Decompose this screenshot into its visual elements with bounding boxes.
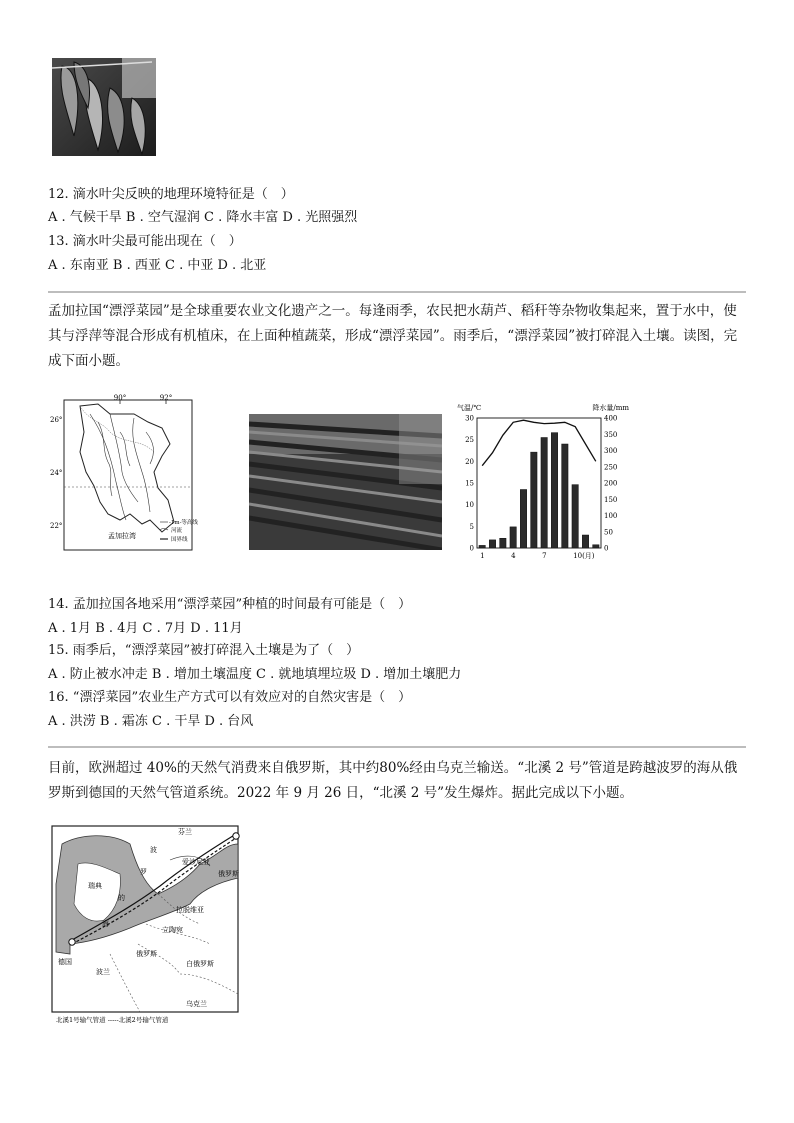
x-tick-label: 7 xyxy=(542,552,547,560)
passage-floating-garden: 孟加拉国“漂浮菜园”是全球重要农业文化遗产之一。每逢雨季，农民把水葫芦、稻秆等杂物收集起来，置于水中，使其与浮萍等混合形成有机植床，在上面种植蔬菜，形成“漂浮菜园”。雨季后，“漂浮菜园”被打碎混入土壤。读图，完成下面小题。 xyxy=(48,303,738,369)
left-tick-label: 20 xyxy=(465,457,474,466)
x-tick-label: 4 xyxy=(511,552,516,560)
q13-stem: 13. 滴水叶尖最可能出现在（ ） xyxy=(48,234,242,249)
temperature-line xyxy=(482,420,596,466)
lon-label-92: 92° xyxy=(159,394,173,402)
q13-options: A . 东南亚 B . 西亚 C . 中亚 D . 北亚 xyxy=(48,258,267,273)
left-tick-label: 10 xyxy=(465,501,474,510)
left-tick-label: 25 xyxy=(465,436,474,445)
divider xyxy=(48,291,746,293)
label-finland: 芬兰 xyxy=(178,828,192,836)
precip-bar-9 xyxy=(562,444,568,548)
q15-stem: 15. 雨季后，“漂浮菜园”被打碎混入土壤是为了（ ） xyxy=(48,643,360,658)
right-tick-label: 150 xyxy=(604,495,618,504)
bangladesh-map xyxy=(50,392,200,554)
chart-right-title: 降水量/mm xyxy=(592,404,629,412)
label-sea-4: 海 xyxy=(102,920,109,928)
label-russia-kaliningrad: 俄罗斯 xyxy=(136,950,157,958)
q14-options: A . 1月 B . 4月 C . 7月 D . 11月 xyxy=(48,621,243,636)
lat-label-26: 26° xyxy=(50,416,63,424)
lat-label-24: 24° xyxy=(50,469,63,477)
label-sea-3: 的 xyxy=(118,894,125,902)
lat-label-22: 22° xyxy=(50,522,63,530)
label-sea-1: 波 xyxy=(150,846,157,854)
precip-bar-10 xyxy=(572,485,578,548)
right-tick-label: 250 xyxy=(604,463,618,472)
legend-river: 河流 xyxy=(171,528,183,534)
precip-bar-6 xyxy=(531,452,537,548)
label-sweden: 瑞典 xyxy=(88,882,102,890)
precip-bar-1 xyxy=(479,545,485,548)
bay-label: 孟加拉湾 xyxy=(108,532,136,540)
label-russia: 俄罗斯 xyxy=(218,870,239,878)
label-germany: 德国 xyxy=(58,958,72,966)
nord-stream-map xyxy=(50,824,240,1026)
right-tick-label: 200 xyxy=(604,479,618,488)
precip-bar-12 xyxy=(593,545,599,548)
label-belarus: 白俄罗斯 xyxy=(186,960,214,968)
right-tick-label: 0 xyxy=(604,544,609,553)
q15-options: A . 防止被水冲走 B . 增加土壤温度 C . 就地填埋垃圾 D . 增加土壤肥力 xyxy=(48,667,462,682)
precip-bar-8 xyxy=(551,433,557,548)
q16-options: A . 洪涝 B . 霜冻 C . 干旱 D . 台风 xyxy=(48,714,254,729)
q12-options: A . 气候干旱 B . 空气湿润 C . 降水丰富 D . 光照强烈 xyxy=(48,210,358,225)
floating-garden-photo xyxy=(249,414,442,550)
label-latvia: 拉脱维亚 xyxy=(176,906,204,914)
label-estonia: 爱沙尼亚 xyxy=(182,858,210,866)
map2-legend: 北溪1号输气管道 -----北溪2号输气管道 xyxy=(56,1016,169,1024)
x-tick-label: 10(月) xyxy=(573,552,595,560)
right-tick-label: 100 xyxy=(604,512,618,520)
precip-bar-4 xyxy=(510,527,516,548)
chart-left-title: 气温/℃ xyxy=(457,404,482,412)
climate-chart xyxy=(455,402,631,560)
left-tick-label: 30 xyxy=(465,414,474,423)
right-tick-label: 400 xyxy=(604,414,618,423)
lon-label-90: 90° xyxy=(113,394,127,402)
precip-bar-2 xyxy=(489,540,495,548)
legend-border: 国界线 xyxy=(171,537,188,543)
precip-bar-3 xyxy=(500,538,506,548)
passage-nord-stream: 目前，欧洲超过 40%的天然气消费来自俄罗斯，其中约80%经由乌克兰输送。“北溪 2 号”管道是跨越波罗的海从俄罗斯到德国的天然气管道系统。2022 年 9 月 26 日，“北溪 2 号”发生爆炸。据此完成以下小题。 xyxy=(48,760,738,801)
legend-contour: -1m-等高线 xyxy=(169,520,198,526)
chart-frame xyxy=(477,418,601,548)
label-lithuania: 立陶宛 xyxy=(162,926,183,934)
q16-stem: 16. “漂浮菜园”农业生产方式可以有效应对的自然灾害是（ ） xyxy=(48,690,412,705)
right-tick-label: 50 xyxy=(604,528,613,537)
right-tick-label: 300 xyxy=(604,447,618,455)
label-sea-2: 罗 xyxy=(140,868,147,876)
q12-stem: 12. 滴水叶尖反映的地理环境特征是（ ） xyxy=(48,187,294,202)
left-tick-label: 0 xyxy=(469,544,474,553)
x-tick-label: 1 xyxy=(480,552,485,560)
label-poland: 波兰 xyxy=(96,968,110,976)
precip-bar-11 xyxy=(582,535,588,548)
precip-bar-7 xyxy=(541,438,547,549)
precip-bar-5 xyxy=(520,490,526,549)
label-ukraine: 乌克兰 xyxy=(186,1000,207,1008)
right-tick-label: 350 xyxy=(604,430,618,439)
divider xyxy=(48,746,746,748)
left-tick-label: 15 xyxy=(465,479,474,488)
leaf-photo xyxy=(52,58,156,156)
q14-stem: 14. 孟加拉国各地采用“漂浮菜园”种植的时间最有可能是（ ） xyxy=(48,597,412,612)
left-tick-label: 5 xyxy=(469,522,474,531)
